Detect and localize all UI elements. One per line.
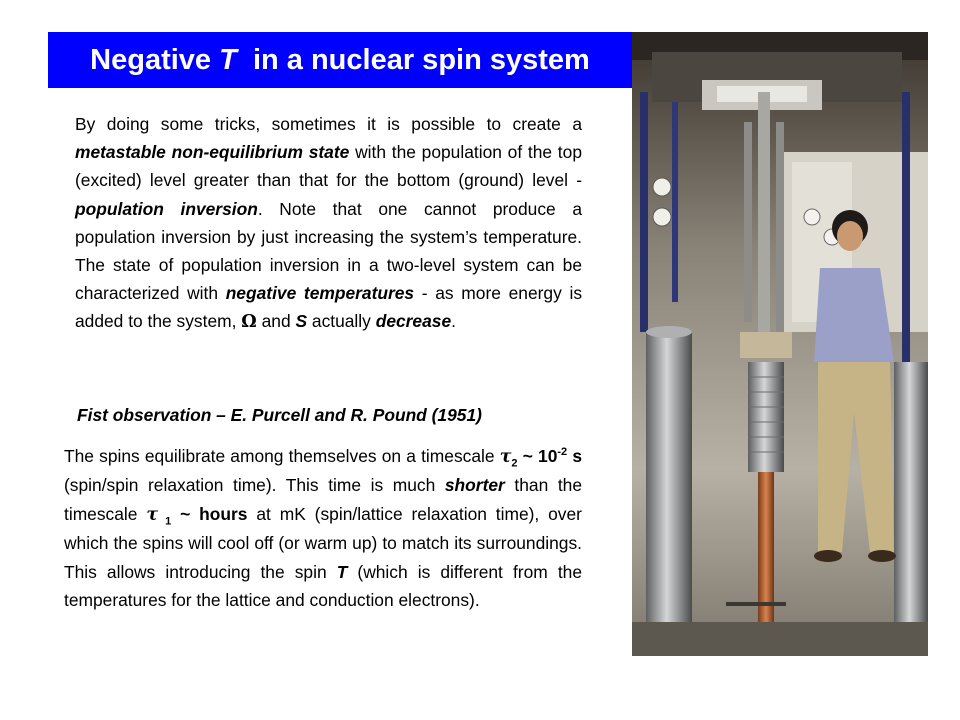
- title-variable-t: T: [219, 43, 237, 76]
- entropy-symbol: S: [295, 311, 308, 332]
- emphasis-shorter: shorter: [444, 475, 505, 496]
- observation-heading: Fist observation – E. Purcell and R. Pound (1951): [77, 405, 482, 425]
- omega-symbol: Ω: [241, 312, 257, 333]
- emphasis-decrease: decrease: [375, 311, 452, 332]
- spin-temperature-symbol: T: [336, 561, 348, 582]
- intro-paragraph: By doing some tricks, sometimes it is possible to create a metastable non-equilibrium state with the population of the top (excited) level greater than that for the bottom (ground) level - population inversion. Note that one cannot produce a population inversion by just increasing the system’s temperature. The state of population inversion in a two-level system can be characterized with negative temperatures - as more energy is added to the system, Ω and S actually decrease.: [75, 114, 583, 333]
- emphasis-metastable: metastable non-equilibrium state: [75, 142, 350, 163]
- spins-paragraph: The spins equilibrate among themselves on a timescale $\tau_2$ ~ $10^{-2}$ s (spin/spin relaxation time). This time is much shorter than the timescale τ $_1$ ~ hours at mK (spin/lattice relaxation time), over which the spins will cool off (or warm up) to match its surroundings. This allows introducing the spin T (which is different from the temperatures for the lattice and conduction electrons).: [64, 446, 583, 611]
- title-text-pre: Negative: [90, 43, 220, 76]
- emphasis-population-inversion: population inversion: [75, 198, 258, 219]
- tau1-symbol: τ: [146, 504, 159, 525]
- lab-photo-icon: [632, 32, 928, 656]
- title-text-post: in a nuclear spin system: [236, 43, 590, 76]
- emphasis-negative-temperatures: negative temperatures: [225, 283, 415, 304]
- title-bar: [48, 32, 632, 88]
- tau2-symbol: τ: [499, 447, 512, 467]
- lab-photo: [632, 32, 928, 656]
- slide-title: [90, 44, 590, 77]
